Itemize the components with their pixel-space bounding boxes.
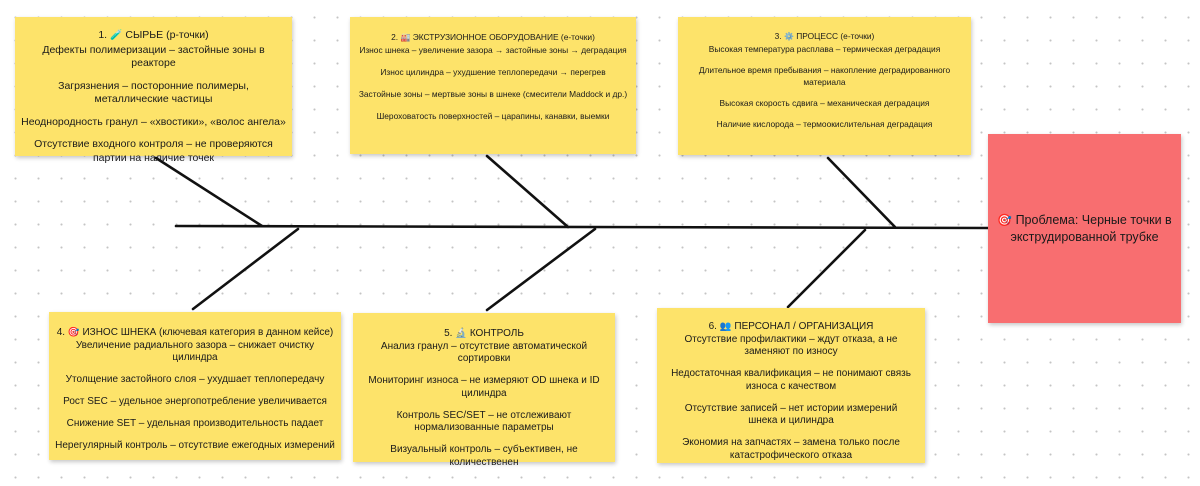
cause-item: Утолщение застойного слоя – ухудшает теплопередачу [65,374,325,385]
category-title: 3. ⚙️ ПРОЦЕСС (e-точки) [774,31,875,41]
category-personnel-note[interactable] [657,308,925,463]
cause-item: Шероховатость поверхностей – царапины, канавки, выемки [376,111,610,121]
category-raw-materials-note[interactable] [15,17,292,164]
category-title: 4. 🎯 ИЗНОС ШНЕКА (ключевая категория в данном кейсе) [56,327,334,338]
target-icon: 🎯 [997,213,1013,227]
cause-item: Контроль SEC/SET – не отслеживают нормализованные параметры [396,409,572,433]
cause-item: Длительное время пребывания – накопление деградированного материала [698,65,951,87]
microscope-icon: 🔬 [455,328,468,339]
problem-statement-note[interactable] [988,134,1181,323]
cause-item: Отсутствие профилактики – ждут отказа, а не заменяют по износу [684,333,898,357]
cause-item: Износ шнека – увеличение зазора → застойные зоны → деградация [359,45,627,55]
cause-item: Визуальный контроль – субъективен, не количественен [390,444,578,468]
cause-item: Неоднородность гранул – «хвостики», «волос ангела» [21,115,286,128]
people-icon: 👥 [719,321,732,332]
bone-extrusion-equipment [487,156,568,227]
cause-item: Износ цилиндра – ухудшение теплопередачи → перегрев [380,67,606,77]
category-screw-wear-note[interactable] [49,312,341,460]
cause-item: Мониторинг износа – не измеряют OD шнека и ID цилиндра [368,375,600,399]
category-title: 6. 👥 ПЕРСОНАЛ / ОРГАНИЗАЦИЯ [708,321,874,332]
category-title: 2. 🏭 ЭКСТРУЗИОННОЕ ОБОРУДОВАНИЕ (e-точки) [391,32,595,42]
category-title: 1. 🧪 СЫРЬЕ (p-точки) [98,29,209,41]
category-title: 5. 🔬 КОНТРОЛЬ [444,328,524,339]
cause-item: Экономия на запчастях – замена только после катастрофического отказа [682,437,900,461]
category-control-note[interactable] [353,313,615,468]
problem-label: Проблема: Черные точки в экструдированной трубке [1010,213,1172,244]
cause-item: Отсутствие записей – нет истории измерений шнека и цилиндра [684,402,898,426]
cause-item: Загрязнения – посторонние полимеры, металлические частицы [58,79,249,105]
test-tube-icon: 🧪 [110,30,123,41]
factory-icon: 🏭 [400,33,411,42]
cause-item: Снижение SET – удельная производительность падает [66,418,324,429]
category-extrusion-equipment-note[interactable] [350,17,636,154]
bone-raw-materials [156,158,262,226]
bone-personnel [788,230,865,307]
bone-control [487,229,595,310]
cause-item: Высокая температура расплава – термическая деградация [708,44,941,54]
cause-item: Нерегулярный контроль – отсутствие ежегодных измерений [55,440,335,451]
cause-item: Отсутствие входного контроля – не проверяются партии на наличие точек [34,138,273,164]
fishbone-spine [176,226,990,228]
cause-item: Застойные зоны – мертвые зоны в шнеке (смесители Maddock и др.) [358,89,628,99]
cause-item: Высокая скорость сдвига – механическая деградация [719,98,930,108]
bone-process [828,158,895,227]
cause-item: Недостаточная квалификация – не понимают связь износа с качеством [671,368,911,392]
cause-item: Наличие кислорода – термоокислительная деградация [716,119,933,129]
cause-item: Анализ гранул – отсутствие автоматической сортировки [380,340,588,364]
cause-item: Дефекты полимеризации – застойные зоны в реакторе [42,43,265,69]
gear-icon: ⚙️ [783,32,794,41]
cause-item: Увеличение радиального зазора – снижает очистку цилиндра [75,339,315,363]
target-icon: 🎯 [67,327,80,338]
category-process-note[interactable] [678,17,971,155]
cause-item: Рост SEC – удельное энергопотребление увеличивается [63,396,327,407]
bone-screw-wear [193,229,298,309]
